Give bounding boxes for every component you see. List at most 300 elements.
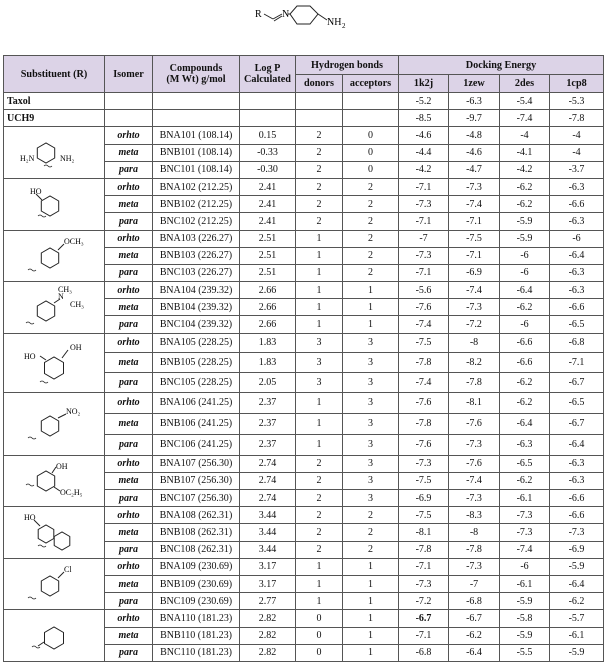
energy-1cp8: -6.6	[550, 196, 604, 213]
acceptors: 1	[343, 627, 399, 644]
logp: 2.77	[240, 593, 296, 610]
table-body	[4, 93, 604, 662]
logp: 2.37	[240, 392, 296, 413]
donors: 1	[296, 316, 343, 333]
logp: 3.44	[240, 524, 296, 541]
energy-1cp8: -6.8	[550, 333, 604, 353]
energy-2des: -6.2	[500, 196, 550, 213]
substituent-cell	[4, 282, 105, 334]
energy-1zew: -4.8	[449, 127, 500, 144]
energy-1k2j: -7.5	[399, 333, 449, 353]
phenyl-structure	[6, 614, 102, 658]
logp: 2.41	[240, 178, 296, 195]
empty-cell	[153, 93, 240, 110]
energy-2des: -7.3	[500, 524, 550, 541]
acceptors: 0	[343, 127, 399, 144]
acceptors: 2	[343, 507, 399, 524]
logp: 2.37	[240, 434, 296, 455]
donors: 2	[296, 524, 343, 541]
energy-1cp8: -5.7	[550, 610, 604, 627]
energy-1k2j: -7.1	[399, 627, 449, 644]
logp: 2.41	[240, 213, 296, 230]
empty-cell	[240, 93, 296, 110]
energy-1cp8: -6.4	[550, 434, 604, 455]
energy-1k2j: -5.2	[399, 93, 449, 110]
isomer: orhto	[105, 392, 153, 413]
energy-1zew: -6.8	[449, 593, 500, 610]
energy-1zew: -4.7	[449, 161, 500, 178]
compound: BNC106 (241.25)	[153, 434, 240, 455]
energy-1cp8: -7.3	[550, 524, 604, 541]
table-row	[4, 558, 604, 575]
empty-cell	[343, 110, 399, 127]
donors: 1	[296, 413, 343, 434]
donors: 0	[296, 610, 343, 627]
isomer: orhto	[105, 127, 153, 144]
compound: BNA107 (256.30)	[153, 455, 240, 472]
isomer: para	[105, 490, 153, 507]
energy-1cp8: -7.8	[550, 110, 604, 127]
acceptors: 3	[343, 455, 399, 472]
isomer: meta	[105, 299, 153, 316]
energy-1cp8: -5.3	[550, 93, 604, 110]
energy-1k2j: -7.1	[399, 213, 449, 230]
energy-2des: -5.8	[500, 610, 550, 627]
energy-1zew: -8	[449, 333, 500, 353]
table-row	[4, 455, 604, 472]
table-row	[4, 127, 604, 144]
substituent-cell	[4, 507, 105, 559]
isomer: para	[105, 593, 153, 610]
energy-1k2j: -7.1	[399, 264, 449, 281]
energy-1k2j: -7.5	[399, 472, 449, 489]
donors: 3	[296, 372, 343, 392]
compound: BNA110 (181.23)	[153, 610, 240, 627]
logp: 2.51	[240, 230, 296, 247]
energy-1zew: -7.8	[449, 541, 500, 558]
acceptors: 3	[343, 472, 399, 489]
energy-1zew: -7.5	[449, 230, 500, 247]
logp: 2.05	[240, 372, 296, 392]
energy-1cp8: -6.4	[550, 575, 604, 592]
isomer: orhto	[105, 558, 153, 575]
energy-1cp8: -6.4	[550, 247, 604, 264]
energy-1zew: -7.4	[449, 472, 500, 489]
isomer: meta	[105, 196, 153, 213]
donors: 1	[296, 434, 343, 455]
hydroxy-label: HO	[24, 351, 36, 361]
energy-1cp8: -6.3	[550, 213, 604, 230]
donors: 2	[296, 490, 343, 507]
table-row	[4, 178, 604, 195]
compound: BNA102 (212.25)	[153, 178, 240, 195]
energy-1k2j: -5.6	[399, 282, 449, 299]
energy-1cp8: -5.9	[550, 644, 604, 661]
reference-name: Taxol	[4, 93, 105, 110]
energy-1zew: -7.4	[449, 196, 500, 213]
acceptors: 2	[343, 524, 399, 541]
energy-1k2j: -7.4	[399, 316, 449, 333]
compound: BNA109 (230.69)	[153, 558, 240, 575]
empty-cell	[343, 93, 399, 110]
energy-2des: -6.4	[500, 282, 550, 299]
acceptors: 3	[343, 490, 399, 507]
compound: BNC107 (256.30)	[153, 490, 240, 507]
logp: 2.82	[240, 627, 296, 644]
logp: 2.66	[240, 316, 296, 333]
header-logp-line2: Calculated	[244, 74, 291, 85]
header-compounds	[153, 56, 240, 93]
reference-name: UCH9	[4, 110, 105, 127]
acceptors: 3	[343, 392, 399, 413]
energy-1cp8: -6.7	[550, 372, 604, 392]
amino-amino-structure	[6, 131, 102, 175]
energy-2des: -6.2	[500, 178, 550, 195]
empty-cell	[105, 110, 153, 127]
acceptors: 2	[343, 247, 399, 264]
donors: 1	[296, 230, 343, 247]
isomer: orhto	[105, 333, 153, 353]
donors: 2	[296, 541, 343, 558]
isomer: orhto	[105, 507, 153, 524]
4-chlorophenyl-structure	[6, 562, 102, 606]
isomer: orhto	[105, 178, 153, 195]
energy-1zew: -6.9	[449, 264, 500, 281]
header-r-label: R	[255, 9, 262, 20]
acceptors: 1	[343, 610, 399, 627]
acceptors: 3	[343, 353, 399, 373]
energy-2des: -7.4	[500, 110, 550, 127]
donors: 1	[296, 282, 343, 299]
energy-1k2j: -7.6	[399, 434, 449, 455]
compound: BNA104 (239.32)	[153, 282, 240, 299]
donors: 0	[296, 627, 343, 644]
energy-1zew: -6.7	[449, 610, 500, 627]
isomer: orhto	[105, 455, 153, 472]
hydroxy-label: HO	[24, 513, 36, 523]
ethoxy-label: OC₂H₅	[60, 487, 83, 497]
acceptors: 2	[343, 541, 399, 558]
energy-2des: -6.6	[500, 353, 550, 373]
acceptors: 2	[343, 178, 399, 195]
energy-1cp8: -6.3	[550, 455, 604, 472]
hydroxy-label: HO	[30, 187, 42, 197]
energy-1zew: -8	[449, 524, 500, 541]
table-row	[4, 392, 604, 413]
isomer: meta	[105, 247, 153, 264]
compound: BNA105 (228.25)	[153, 333, 240, 353]
table-row	[4, 230, 604, 247]
donors: 1	[296, 264, 343, 281]
header-substituent: Substituent (R)	[4, 56, 105, 93]
energy-1zew: -7.3	[449, 558, 500, 575]
compound: BNA106 (241.25)	[153, 392, 240, 413]
energy-1cp8: -4	[550, 127, 604, 144]
energy-1zew: -7.3	[449, 490, 500, 507]
donors: 2	[296, 213, 343, 230]
energy-1zew: -9.7	[449, 110, 500, 127]
donors: 2	[296, 472, 343, 489]
compound: BNB109 (230.69)	[153, 575, 240, 592]
isomer: meta	[105, 353, 153, 373]
logp: 2.74	[240, 472, 296, 489]
compound: BNC104 (239.32)	[153, 316, 240, 333]
energy-1k2j: -8.1	[399, 524, 449, 541]
table-row	[4, 110, 604, 127]
logp: 2.74	[240, 455, 296, 472]
energy-2des: -6	[500, 247, 550, 264]
substituent-cell	[4, 610, 105, 662]
isomer: orhto	[105, 610, 153, 627]
chloro-label: Cl	[64, 565, 72, 575]
energy-1zew: -7.3	[449, 434, 500, 455]
donors: 2	[296, 196, 343, 213]
hydroxy-label: OH	[56, 461, 68, 471]
energy-1k2j: -4.2	[399, 161, 449, 178]
compound: BNA108 (262.31)	[153, 507, 240, 524]
energy-1k2j: -7.1	[399, 178, 449, 195]
energy-1cp8: -6.6	[550, 299, 604, 316]
isomer: meta	[105, 575, 153, 592]
isomer: para	[105, 316, 153, 333]
energy-2des: -7.4	[500, 541, 550, 558]
energy-1k2j: -7.3	[399, 196, 449, 213]
energy-2des: -5.9	[500, 213, 550, 230]
2-hydroxyphenyl-structure	[6, 182, 102, 226]
logp: 3.17	[240, 558, 296, 575]
empty-cell	[105, 93, 153, 110]
energy-1cp8: -6.1	[550, 627, 604, 644]
energy-2des: -6.3	[500, 434, 550, 455]
acceptors: 2	[343, 196, 399, 213]
energy-1k2j: -7.3	[399, 575, 449, 592]
acceptors: 0	[343, 144, 399, 161]
substituent-cell	[4, 558, 105, 610]
isomer: para	[105, 213, 153, 230]
table-row	[4, 333, 604, 353]
table-row	[4, 610, 604, 627]
logp: 2.66	[240, 282, 296, 299]
header-2des: 2des	[500, 75, 550, 93]
energy-2des: -6.1	[500, 575, 550, 592]
energy-1k2j: -6.8	[399, 644, 449, 661]
energy-1k2j: -4.4	[399, 144, 449, 161]
donors: 2	[296, 127, 343, 144]
acceptors: 1	[343, 644, 399, 661]
energy-1k2j: -7.4	[399, 372, 449, 392]
energy-1zew: -7.8	[449, 372, 500, 392]
energy-1k2j: -4.6	[399, 127, 449, 144]
energy-1cp8: -6.7	[550, 413, 604, 434]
methoxy-label: OCH₃	[64, 236, 84, 246]
isomer: para	[105, 541, 153, 558]
acceptors: 1	[343, 316, 399, 333]
donors: 1	[296, 299, 343, 316]
acceptors: 2	[343, 213, 399, 230]
logp: 3.17	[240, 575, 296, 592]
header-compounds-line2: (M Wt) g/mol	[166, 74, 226, 85]
donors: 1	[296, 558, 343, 575]
energy-1cp8: -4	[550, 144, 604, 161]
energy-2des: -6	[500, 264, 550, 281]
header-acceptors: acceptors	[343, 75, 399, 93]
energy-1cp8: -6.3	[550, 178, 604, 195]
energy-1zew: -7	[449, 575, 500, 592]
isomer: meta	[105, 144, 153, 161]
4-nitrophenyl-structure	[6, 402, 102, 446]
energy-1k2j: -6.9	[399, 490, 449, 507]
acceptors: 3	[343, 333, 399, 353]
header-logp	[240, 56, 296, 93]
acceptors: 3	[343, 372, 399, 392]
methyl-label: CH₃	[70, 300, 84, 310]
donors: 2	[296, 178, 343, 195]
compound: BNB105 (228.25)	[153, 353, 240, 373]
acceptors: 1	[343, 299, 399, 316]
substituent-cell	[4, 230, 105, 282]
acceptors: 1	[343, 282, 399, 299]
energy-1cp8: -6.3	[550, 472, 604, 489]
hydroxy-label: OH	[70, 342, 82, 352]
logp: 2.51	[240, 247, 296, 264]
energy-1cp8: -3.7	[550, 161, 604, 178]
n-label: N	[58, 292, 64, 302]
compound: BNB108 (262.31)	[153, 524, 240, 541]
energy-2des: -6.5	[500, 455, 550, 472]
energy-1k2j: -7.8	[399, 541, 449, 558]
compound: BNC109 (230.69)	[153, 593, 240, 610]
compound: BNB102 (212.25)	[153, 196, 240, 213]
acceptors: 1	[343, 593, 399, 610]
isomer: orhto	[105, 282, 153, 299]
compound: BNA103 (226.27)	[153, 230, 240, 247]
substituent-cell	[4, 127, 105, 179]
energy-2des: -4.2	[500, 161, 550, 178]
acceptors: 0	[343, 161, 399, 178]
energy-1zew: -7.4	[449, 282, 500, 299]
amino-label: H₂N	[20, 153, 35, 163]
2-hydroxynaphthyl-structure	[6, 510, 102, 554]
donors: 1	[296, 247, 343, 264]
compound: BNC103 (226.27)	[153, 264, 240, 281]
header-donors: donors	[296, 75, 343, 93]
methyl-label: CH₃	[58, 285, 72, 295]
header-1k2j: 1k2j	[399, 75, 449, 93]
donors: 2	[296, 144, 343, 161]
isomer: meta	[105, 524, 153, 541]
energy-2des: -4.1	[500, 144, 550, 161]
isomer: meta	[105, 472, 153, 489]
compound: BNB107 (256.30)	[153, 472, 240, 489]
header-docking: Docking Energy	[399, 56, 604, 75]
energy-2des: -6	[500, 558, 550, 575]
logp: 0.15	[240, 127, 296, 144]
energy-1k2j: -7.3	[399, 247, 449, 264]
energy-1zew: -7.2	[449, 316, 500, 333]
acceptors: 1	[343, 575, 399, 592]
donors: 2	[296, 161, 343, 178]
energy-2des: -5.9	[500, 230, 550, 247]
4-methoxyphenyl-structure	[6, 234, 102, 278]
compound: BNB103 (226.27)	[153, 247, 240, 264]
energy-1cp8: -5.9	[550, 558, 604, 575]
energy-2des: -4	[500, 127, 550, 144]
logp: 2.51	[240, 264, 296, 281]
energy-1k2j: -7.3	[399, 455, 449, 472]
header-hbonds: Hydrogen bonds	[296, 56, 399, 75]
donors: 3	[296, 353, 343, 373]
energy-1k2j: -7.5	[399, 507, 449, 524]
donors: 1	[296, 575, 343, 592]
isomer: para	[105, 434, 153, 455]
compound: BNC110 (181.23)	[153, 644, 240, 661]
header-nh2-label: NH	[327, 17, 342, 28]
energy-1cp8: -6.6	[550, 507, 604, 524]
logp: 2.66	[240, 299, 296, 316]
donors: 2	[296, 455, 343, 472]
acceptors: 2	[343, 264, 399, 281]
header-n-label: N	[282, 9, 290, 20]
energy-1zew: -6.3	[449, 93, 500, 110]
empty-cell	[153, 110, 240, 127]
isomer: meta	[105, 413, 153, 434]
energy-1k2j: -8.5	[399, 110, 449, 127]
isomer: para	[105, 161, 153, 178]
energy-1cp8: -6.2	[550, 593, 604, 610]
compound: BNB106 (241.25)	[153, 413, 240, 434]
energy-1k2j: -7.8	[399, 413, 449, 434]
energy-2des: -5.5	[500, 644, 550, 661]
compound: BNC105 (228.25)	[153, 372, 240, 392]
compound: BNB104 (239.32)	[153, 299, 240, 316]
compound: BNC108 (262.31)	[153, 541, 240, 558]
compound: BNC102 (212.25)	[153, 213, 240, 230]
table-row	[4, 282, 604, 299]
logp: 2.41	[240, 196, 296, 213]
energy-1zew: -7.6	[449, 413, 500, 434]
acceptors: 3	[343, 413, 399, 434]
energy-1zew: -8.2	[449, 353, 500, 373]
header-logp-line1: Log P	[254, 63, 281, 74]
donors: 3	[296, 333, 343, 353]
energy-1k2j: -7	[399, 230, 449, 247]
energy-1cp8: -7.1	[550, 353, 604, 373]
empty-cell	[240, 110, 296, 127]
energy-1k2j: -7.1	[399, 558, 449, 575]
energy-1k2j: -7.8	[399, 353, 449, 373]
4-dimethylaminophenyl-structure	[6, 285, 102, 329]
logp: 2.82	[240, 644, 296, 661]
4-hydroxy-3-ethoxyphenyl-structure	[6, 459, 102, 503]
energy-2des: -7.3	[500, 507, 550, 524]
logp: -0.30	[240, 161, 296, 178]
energy-1k2j: -7.6	[399, 392, 449, 413]
substituent-cell	[4, 178, 105, 230]
energy-1zew: -6.4	[449, 644, 500, 661]
donors: 1	[296, 593, 343, 610]
header-1zew: 1zew	[449, 75, 500, 93]
acceptors: 2	[343, 230, 399, 247]
logp: -0.33	[240, 144, 296, 161]
header-isomer: Isomer	[105, 56, 153, 93]
energy-1cp8: -6	[550, 230, 604, 247]
logp: 2.74	[240, 490, 296, 507]
table-row	[4, 507, 604, 524]
isomer: meta	[105, 627, 153, 644]
empty-cell	[296, 110, 343, 127]
energy-1cp8: -6.5	[550, 392, 604, 413]
energy-2des: -6.1	[500, 490, 550, 507]
